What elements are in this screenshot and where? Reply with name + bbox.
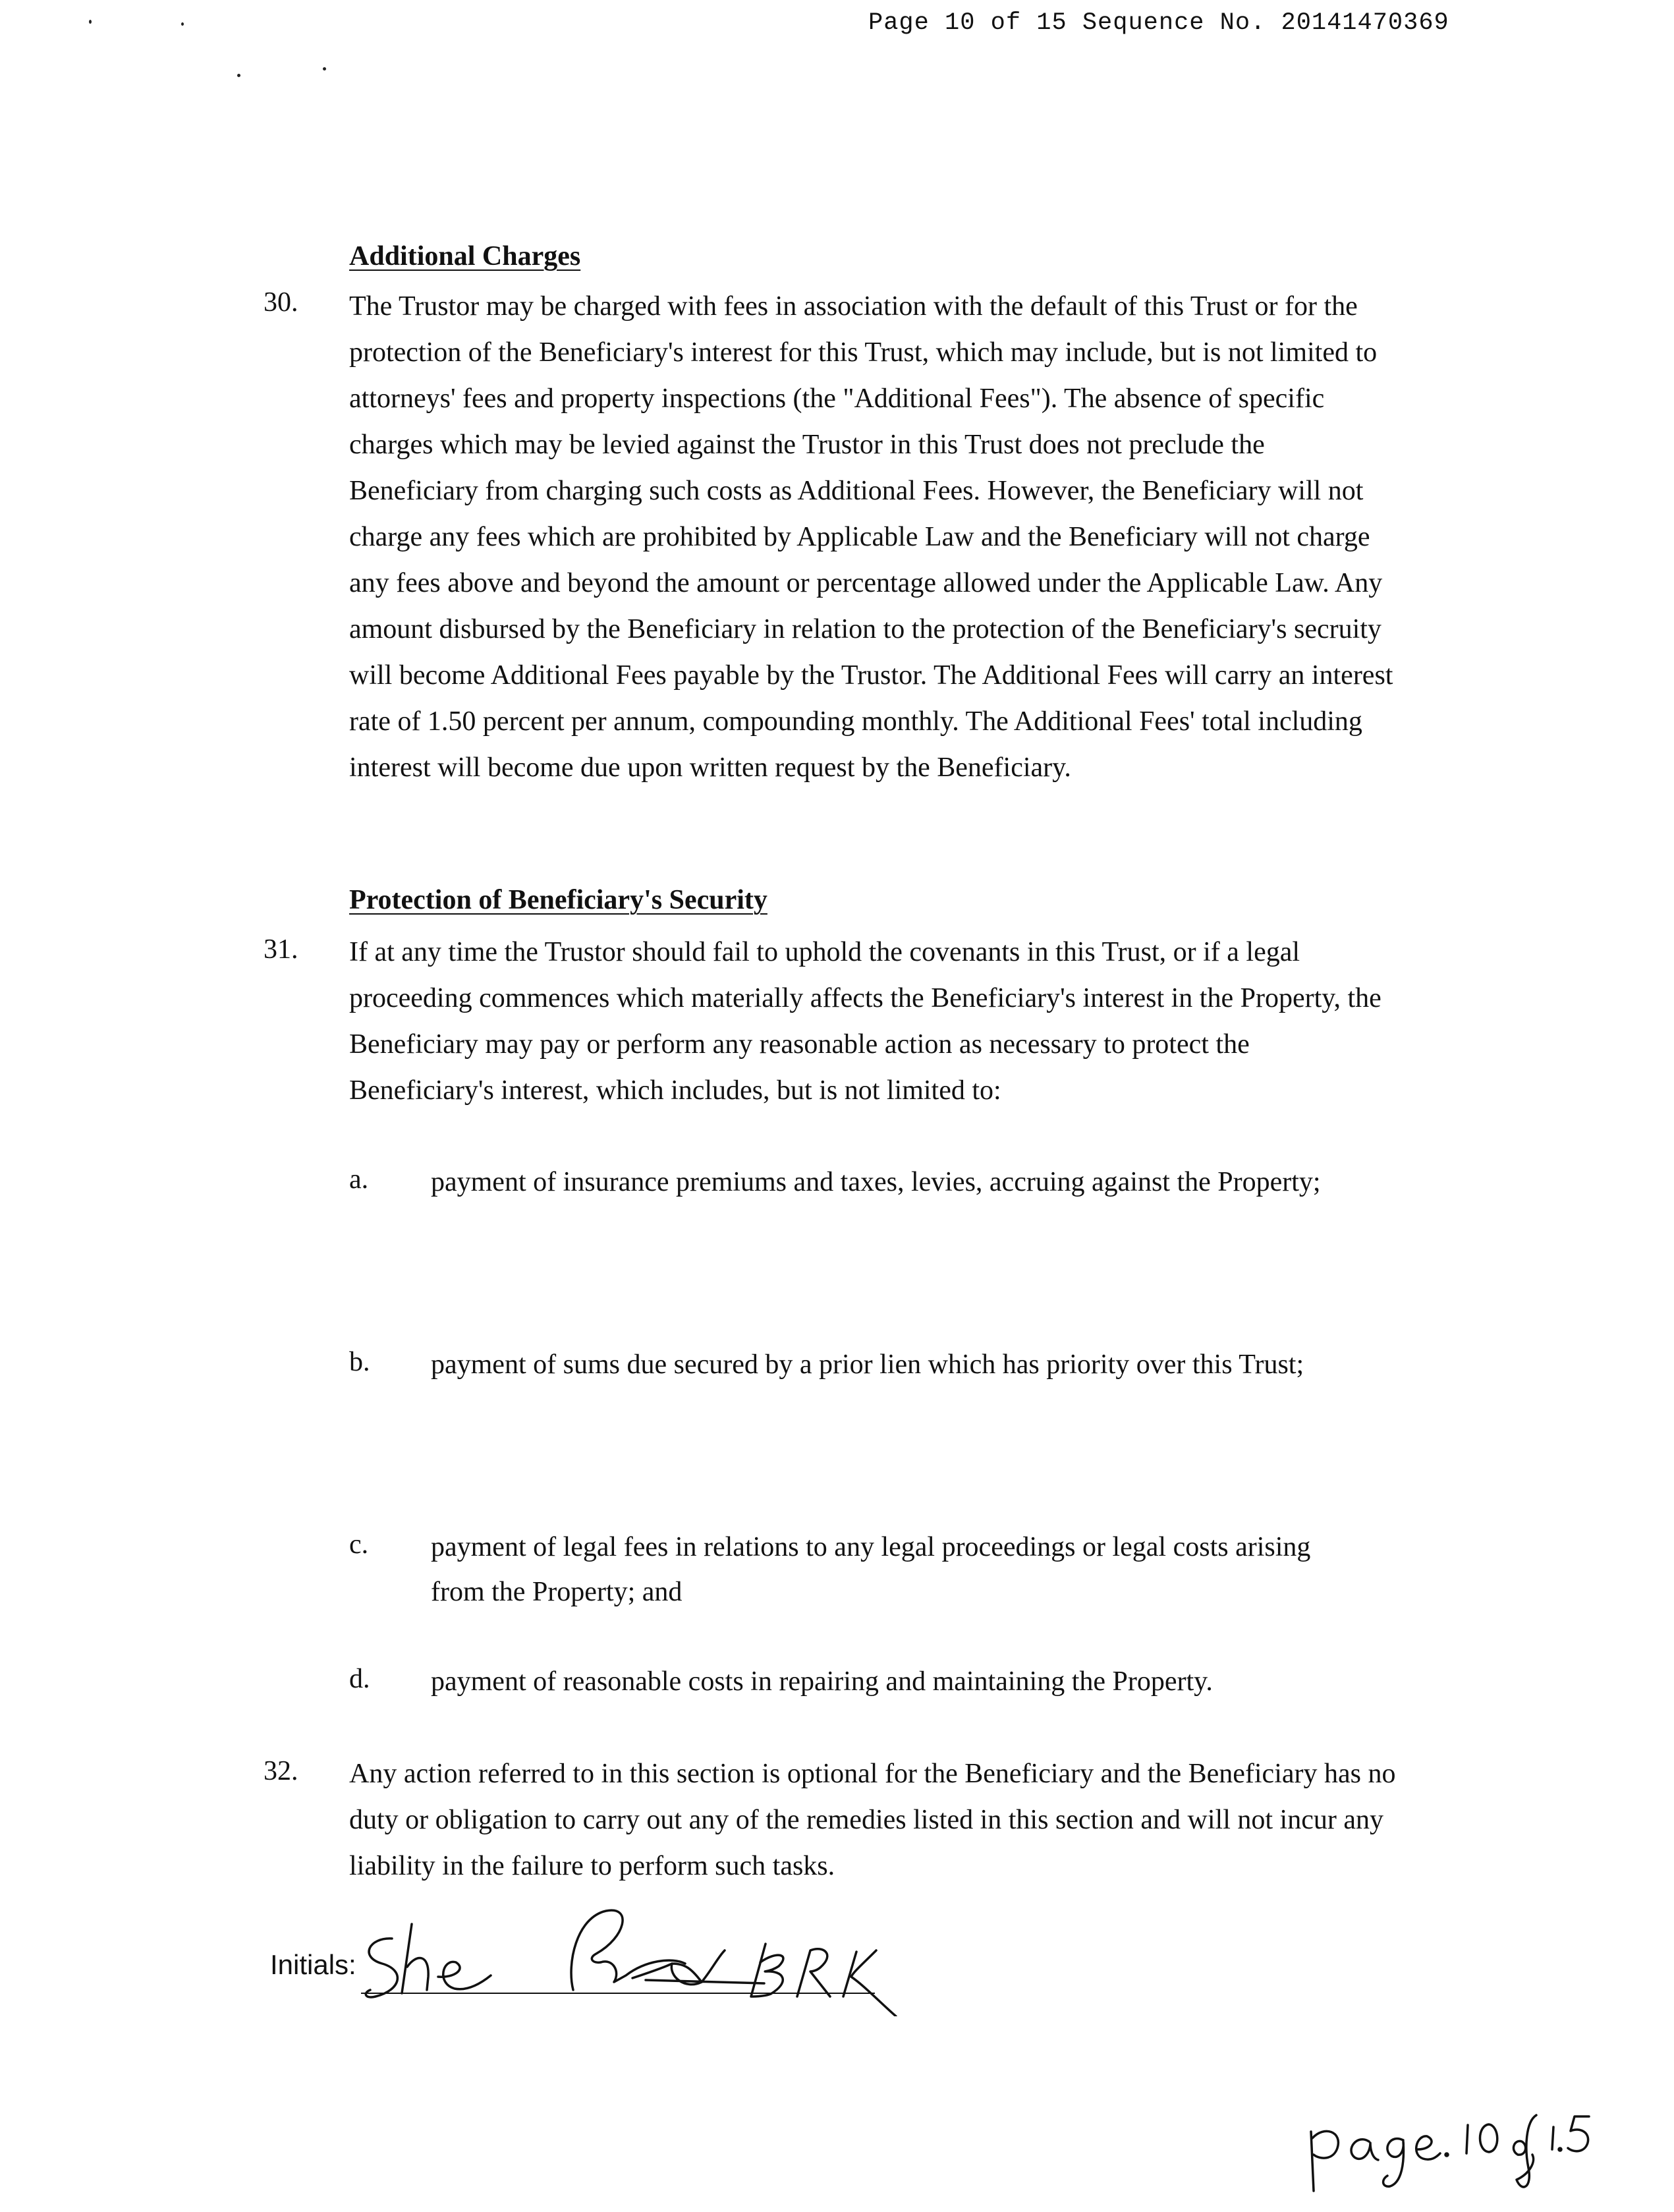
handwritten-page-note	[1304, 2102, 1601, 2194]
paragraph-number: 31.	[264, 934, 298, 965]
list-item-letter: d.	[349, 1664, 370, 1694]
paragraph-number: 32.	[264, 1756, 298, 1786]
scan-speck	[237, 74, 240, 77]
initials-label: Initials:	[270, 1949, 356, 1980]
scan-speck	[323, 67, 326, 71]
list-item-letter: b.	[349, 1347, 370, 1377]
page-header: Page 10 of 15 Sequence No. 20141470369	[868, 9, 1449, 37]
list-item-letter: c.	[349, 1529, 369, 1560]
section-heading-protection-of-security: Protection of Beneficiary's Security	[349, 885, 767, 915]
list-item-letter: a.	[349, 1164, 369, 1195]
section-heading-additional-charges: Additional Charges	[349, 241, 581, 271]
paragraph-30-text: The Trustor may be charged with fees in association with the default of this Trust or for the protection of the Beneficiary's interest for this Trust, which may include, but is not limited to attorneys' fees and property inspections (the "Additional Fees"). The absence of specific charges which may be levied against the Trustor in this Trust does not preclude the Beneficiary from charging such costs as Additional Fees. However, the Beneficiary will not charge any fees which are prohibited by Applicable Law and the Beneficiary will not charge any fees above and beyond the amount or percentage allowed under the Applicable Law. Any amount disbursed by the Beneficiary in relation to the protection of the Beneficiary's secruity will become Additional Fees payable by the Trustor. The Additional Fees will carry an interest rate of 1.50 percent per annum, compounding monthly. The Additional Fees' total including interest will become due upon written request by the Beneficiary.	[349, 291, 1393, 783]
paragraph-number: 30.	[264, 287, 298, 318]
list-item-text: payment of sums due secured by a prior lien which has priority over this Trust;	[431, 1349, 1304, 1380]
scan-speck	[181, 22, 184, 26]
list-item-text: payment of reasonable costs in repairing and maintaining the Property.	[431, 1666, 1213, 1697]
list-item-text: payment of insurance premiums and taxes, levies, accruing against the Property;	[431, 1167, 1321, 1197]
handwritten-initials-signature	[356, 1898, 935, 2016]
paragraph-31-text: If at any time the Trustor should fail to uphold the covenants in this Trust, or if a legal proceeding commences which materially affects the Beneficiary's interest in the Property, the Beneficiary may pay or perform any reasonable action as necessary to protect the Beneficiary's interest, which includes, but is not limited to:	[349, 937, 1381, 1106]
scan-speck	[89, 20, 92, 24]
paragraph-32-text: Any action referred to in this section is optional for the Beneficiary and the Beneficiary has no duty or obligation to carry out any of the remedies listed in this section and will not incur any liability in the failure to perform such tasks.	[349, 1759, 1396, 1881]
list-item-text: payment of legal fees in relations to any legal proceedings or legal costs arising from the Property; and	[431, 1532, 1311, 1607]
